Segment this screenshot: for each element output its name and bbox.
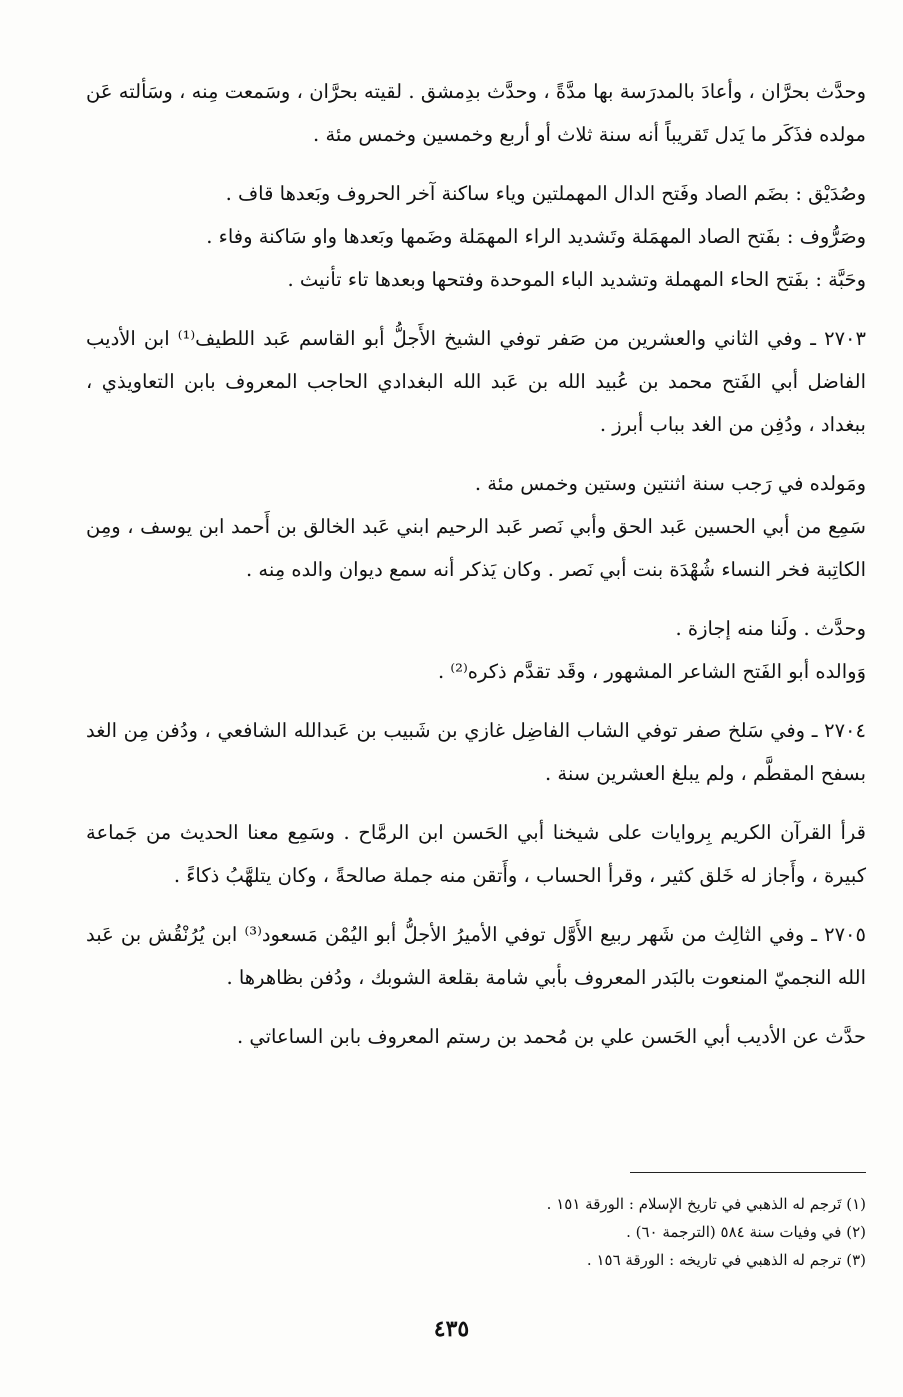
paragraph-birth-2703: ومَولده في رَجب سنة اثنتين وستين وخمس مئة . <box>474 472 866 495</box>
page-number: ٤٣٥ <box>433 1316 470 1342</box>
footnote-divider <box>630 1172 866 1173</box>
main-text-block <box>86 70 866 1074</box>
paragraph-entry-2704: ٢٧٠٤ ـ وفي سَلخ صفر توفي الشاب الفاضِل غازي بن شَبيب بن عَبدالله الشافعي ، ودُفن مِن الغد بسفح المقطَّم ، ولم يبلغ العشرين سنة . <box>86 719 866 785</box>
footnotes-block <box>86 1190 866 1274</box>
paragraph-hadith-2705: حدَّث عن الأديب أبي الحَسن علي بن مُحمد بن رستم المعروف بابن الساعاتي . <box>236 1025 866 1048</box>
paragraph-entry-2703: ٢٧٠٣ ـ وفي الثاني والعشرين من صَفر توفي الشيخ الأَجلُّ أبو القاسم عَبد اللطيف⁽¹⁾ ابن الأديب الفاضل أبي الفَتح محمد بن عُبيد الله بن عَبد الله البغدادي الحاجب المعروف بابن التعاويذي ، ببغداد ، ودُفِن من الغد بباب أبرز . <box>86 327 866 436</box>
paragraph-father-2703: وَوالده أبو الفَتح الشاعر المشهور ، وقَد تقدَّم ذكره⁽²⁾ . <box>437 660 866 683</box>
footnote-1: (١) تَرجم له الذهبي في تاريخ الإسلام : الورقة ١٥١ . <box>546 1195 866 1213</box>
footnote-3: (٣) ترجم له الذهبي في تاريخه : الورقة ١٥٦ . <box>586 1251 866 1269</box>
paragraph-sarruf-definition: وصَرُّوف : بفَتح الصاد المهمَلة وتَشديد الراء المهمَلة وضَمها وبَعدها واو سَاكنة وفاء . <box>206 225 866 248</box>
paragraph-ijaza-2703: وحدَّث . ولَنا منه إجازة . <box>675 617 866 640</box>
footnote-2: (٢) في وفيات سنة ٥٨٤ (الترجمة ٦٠) . <box>626 1223 866 1241</box>
paragraph-harran-narration: وحدَّث بحرَّان ، وأعادَ بالمدرَسة بها مدَّةً ، وحدَّث بدِمشق . لقيته بحرَّان ، وسَمعت مِنه ، وسَألته عَن مولده فذَكَر ما يَدل تَقريباً أنه سنة ثلاث أو أربع وخمسين وخمس مئة . <box>86 80 866 146</box>
paragraph-quran-2704: قرأ القرآن الكريم بِروايات على شيخنا أبي الحَسن ابن الرمَّاح . وسَمِع معنا الحديث من جَماعة كبيرة ، وأَجاز له خَلق كثير ، وقرأ الحساب ، وأَتقن منه جملة صالحةً ، وكان يتلهَّبُ ذكاءً . <box>86 821 866 887</box>
paragraph-habba-definition: وحَبَّة : بفَتح الحاء المهملة وتشديد الباء الموحدة وفتحها وبعدها تاء تأنيث . <box>287 268 866 291</box>
paragraph-sudayq-definition: وصُدَيْق : بضَم الصاد وفَتح الدال المهملتين وياء ساكنة آخر الحروف وبَعدها قاف . <box>225 182 866 205</box>
paragraph-sama-2703: سَمِع من أبي الحسين عَبد الحق وأبي نَصر عَبد الرحيم ابني عَبد الخالق بن أَحمد ابن يوسف ، ومِن الكاتِبة فخر النساء شُهْدَة بنت أبي نَصر . وكان يَذكر أنه سمع ديوان والده مِنه . <box>86 515 866 581</box>
paragraph-entry-2705: ٢٧٠٥ ـ وفي الثالِث من شَهر ربيع الأَوَّل توفي الأميرُ الأجلُّ أبو اليُمْن مَسعود⁽³⁾ ابن يُرُنْقُش بن عَبد الله النجميّ المنعوت بالبَدر المعروف بأبي شامة بقلعة الشوبك ، ودُفن بظاهرها . <box>86 923 866 989</box>
